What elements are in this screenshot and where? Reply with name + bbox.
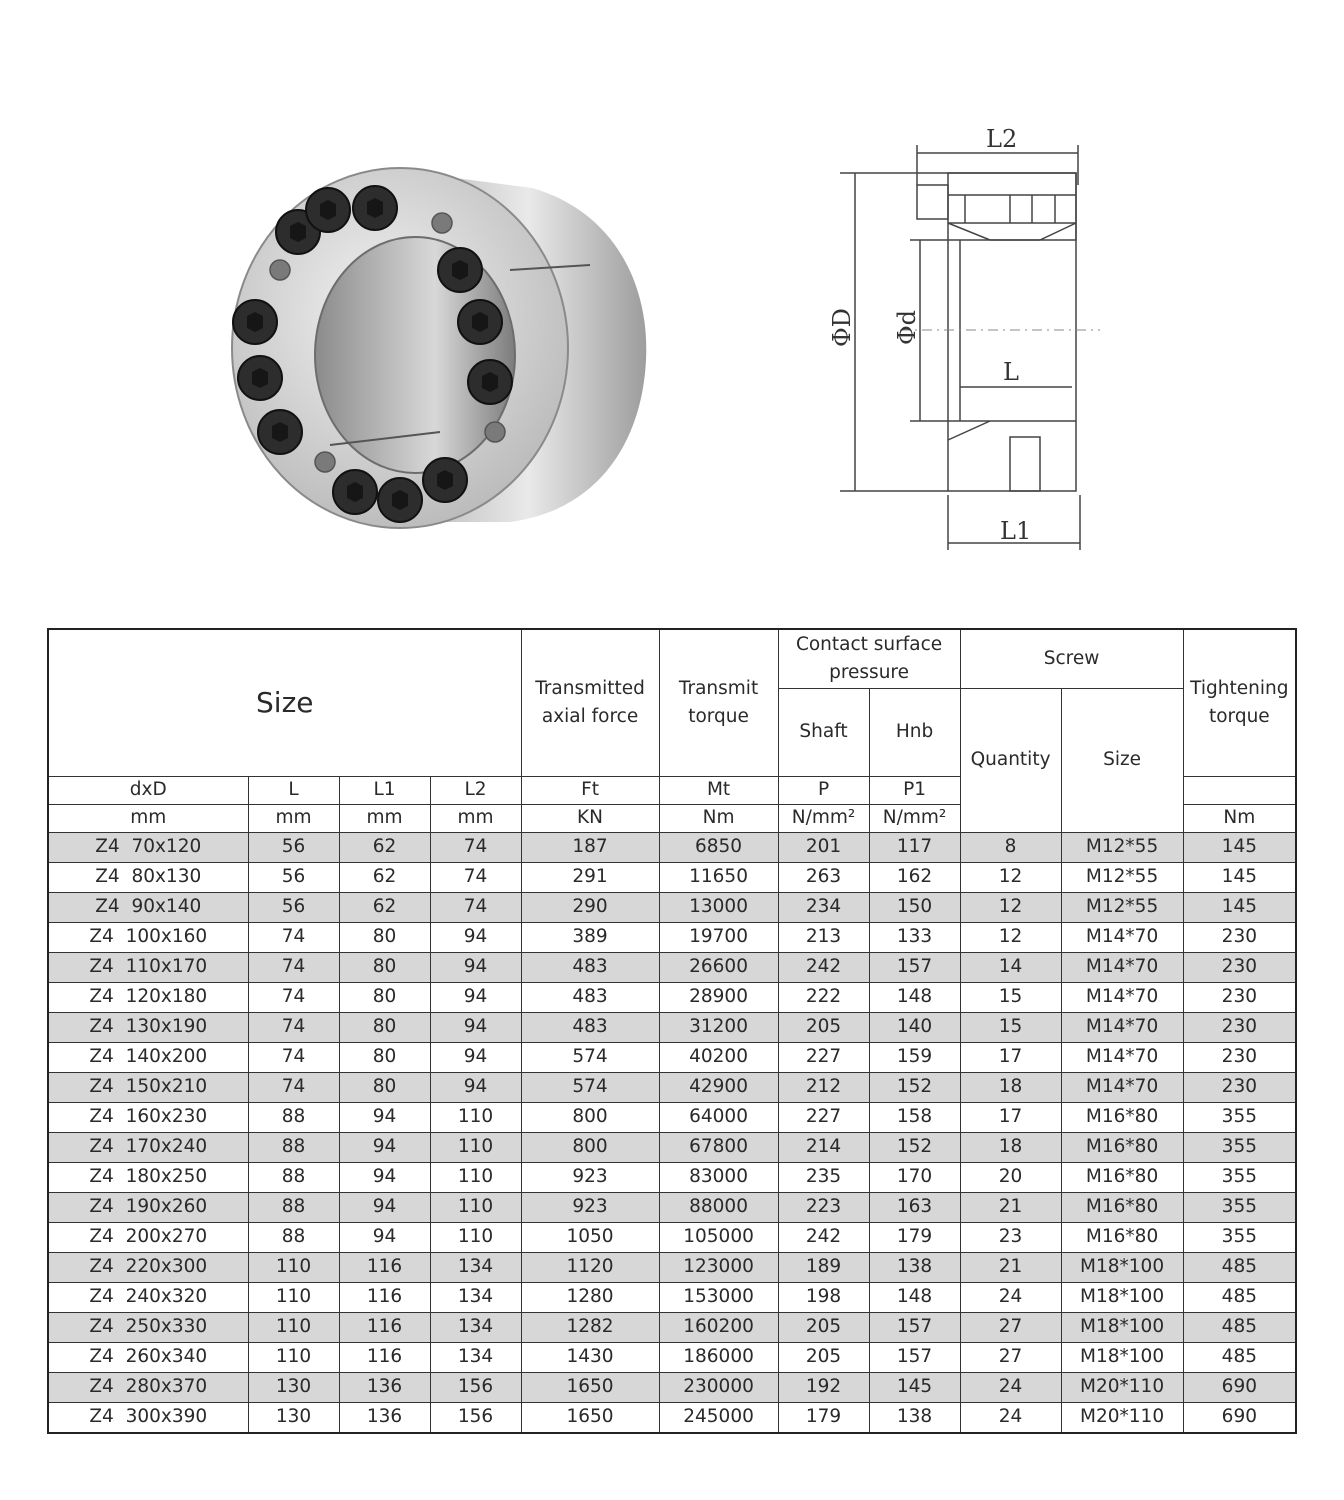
header-screw: Screw <box>960 629 1183 688</box>
cell-l1: 80 <box>339 1072 430 1102</box>
cell-dxd: Z4 280x370 <box>48 1372 248 1402</box>
cell-ft: 483 <box>521 982 659 1012</box>
cell-l2: 156 <box>430 1402 521 1433</box>
cell-l: 88 <box>248 1222 339 1252</box>
cell-screw-size: M12*55 <box>1061 862 1183 892</box>
cell-tightening-torque: 355 <box>1183 1222 1296 1252</box>
cell-screw-size: M18*100 <box>1061 1312 1183 1342</box>
cell-ft: 187 <box>521 832 659 862</box>
cell-ft: 923 <box>521 1162 659 1192</box>
cell-l2: 74 <box>430 892 521 922</box>
label-l2: L2 <box>986 125 1018 153</box>
cell-p: 223 <box>778 1192 869 1222</box>
cell-tightening-torque: 355 <box>1183 1132 1296 1162</box>
cell-ft: 1430 <box>521 1342 659 1372</box>
cell-l1: 94 <box>339 1102 430 1132</box>
cell-l2: 94 <box>430 982 521 1012</box>
cell-mt: 13000 <box>659 892 778 922</box>
label-l: L <box>1003 358 1019 386</box>
header-contact-pressure <box>778 629 960 688</box>
cell-ft: 291 <box>521 862 659 892</box>
label-phi-inner: Φd <box>893 309 921 345</box>
cell-quantity: 15 <box>960 982 1061 1012</box>
label-phi-outer: ΦD <box>828 308 856 347</box>
symbol-tightening-blank <box>1183 776 1296 804</box>
cell-l: 74 <box>248 982 339 1012</box>
cell-dxd: Z4 100x160 <box>48 922 248 952</box>
cell-p1: 140 <box>869 1012 960 1042</box>
spec-table-container <box>47 628 1295 1434</box>
cell-ft: 290 <box>521 892 659 922</box>
cell-quantity: 24 <box>960 1372 1061 1402</box>
cell-screw-size: M20*110 <box>1061 1402 1183 1433</box>
cell-quantity: 17 <box>960 1042 1061 1072</box>
cell-tightening-torque: 485 <box>1183 1252 1296 1282</box>
cell-p1: 138 <box>869 1252 960 1282</box>
table-row <box>48 982 1296 1012</box>
table-row <box>48 1402 1296 1433</box>
cell-l2: 134 <box>430 1342 521 1372</box>
cell-screw-size: M14*70 <box>1061 952 1183 982</box>
cell-tightening-torque: 230 <box>1183 922 1296 952</box>
symbol-l2: L2 <box>430 776 521 804</box>
cell-l2: 134 <box>430 1282 521 1312</box>
cell-p: 212 <box>778 1072 869 1102</box>
cell-tightening-torque: 485 <box>1183 1282 1296 1312</box>
table-row <box>48 1342 1296 1372</box>
cell-tightening-torque: 145 <box>1183 862 1296 892</box>
cell-tightening-torque: 355 <box>1183 1162 1296 1192</box>
cell-mt: 40200 <box>659 1042 778 1072</box>
cell-p: 179 <box>778 1402 869 1433</box>
table-row <box>48 1312 1296 1342</box>
table-row <box>48 1012 1296 1042</box>
cell-dxd: Z4 240x320 <box>48 1282 248 1312</box>
cell-ft: 483 <box>521 952 659 982</box>
cell-screw-size: M14*70 <box>1061 1012 1183 1042</box>
cell-screw-size: M18*100 <box>1061 1342 1183 1372</box>
cell-tightening-torque: 485 <box>1183 1342 1296 1372</box>
cell-p: 227 <box>778 1102 869 1132</box>
cell-l1: 94 <box>339 1162 430 1192</box>
cell-mt: 42900 <box>659 1072 778 1102</box>
cell-p: 189 <box>778 1252 869 1282</box>
unit-tightening: Nm <box>1183 804 1296 832</box>
cell-p1: 150 <box>869 892 960 922</box>
cell-quantity: 27 <box>960 1312 1061 1342</box>
cell-tightening-torque: 485 <box>1183 1312 1296 1342</box>
cell-dxd: Z4 140x200 <box>48 1042 248 1072</box>
cell-l1: 80 <box>339 1012 430 1042</box>
cell-dxd: Z4 200x270 <box>48 1222 248 1252</box>
cell-l: 56 <box>248 832 339 862</box>
table-row <box>48 832 1296 862</box>
cell-quantity: 21 <box>960 1192 1061 1222</box>
cell-ft: 1280 <box>521 1282 659 1312</box>
cell-tightening-torque: 690 <box>1183 1372 1296 1402</box>
cell-p: 227 <box>778 1042 869 1072</box>
cell-tightening-torque: 230 <box>1183 1012 1296 1042</box>
cell-p1: 157 <box>869 952 960 982</box>
cell-l1: 94 <box>339 1132 430 1162</box>
unit-l1: mm <box>339 804 430 832</box>
cell-tightening-torque: 230 <box>1183 952 1296 982</box>
cell-p: 214 <box>778 1132 869 1162</box>
cell-l: 110 <box>248 1252 339 1282</box>
cell-mt: 11650 <box>659 862 778 892</box>
cell-l: 74 <box>248 1012 339 1042</box>
header-axial-force-line1: Transmitted <box>535 677 645 699</box>
header-contact-pressure-line2: pressure <box>829 661 910 683</box>
cell-mt: 19700 <box>659 922 778 952</box>
cell-dxd: Z4 80x130 <box>48 862 248 892</box>
cell-mt: 105000 <box>659 1222 778 1252</box>
cell-quantity: 20 <box>960 1162 1061 1192</box>
unit-mt: Nm <box>659 804 778 832</box>
symbol-p1: P1 <box>869 776 960 804</box>
cell-dxd: Z4 90x140 <box>48 892 248 922</box>
symbol-l1: L1 <box>339 776 430 804</box>
table-row <box>48 952 1296 982</box>
cell-tightening-torque: 230 <box>1183 1042 1296 1072</box>
cell-l: 130 <box>248 1372 339 1402</box>
table-row <box>48 1282 1296 1312</box>
cell-l: 56 <box>248 892 339 922</box>
cell-dxd: Z4 160x230 <box>48 1102 248 1132</box>
cell-p1: 148 <box>869 1282 960 1312</box>
cell-p1: 133 <box>869 922 960 952</box>
cell-dxd: Z4 150x210 <box>48 1072 248 1102</box>
cell-mt: 245000 <box>659 1402 778 1433</box>
cell-screw-size: M18*100 <box>1061 1252 1183 1282</box>
cell-l2: 110 <box>430 1192 521 1222</box>
cell-dxd: Z4 130x190 <box>48 1012 248 1042</box>
cell-mt: 88000 <box>659 1192 778 1222</box>
cell-l1: 116 <box>339 1312 430 1342</box>
header-torque <box>659 629 778 776</box>
cell-dxd: Z4 250x330 <box>48 1312 248 1342</box>
cell-p1: 152 <box>869 1072 960 1102</box>
cell-l1: 116 <box>339 1282 430 1312</box>
cell-tightening-torque: 355 <box>1183 1192 1296 1222</box>
cell-l: 88 <box>248 1102 339 1132</box>
cell-p1: 163 <box>869 1192 960 1222</box>
cell-ft: 800 <box>521 1132 659 1162</box>
cell-l: 110 <box>248 1342 339 1372</box>
table-row <box>48 1132 1296 1162</box>
cell-mt: 230000 <box>659 1372 778 1402</box>
cell-p1: 159 <box>869 1042 960 1072</box>
table-row <box>48 1372 1296 1402</box>
cell-ft: 1650 <box>521 1402 659 1433</box>
cell-dxd: Z4 110x170 <box>48 952 248 982</box>
header-size: Size <box>48 629 521 776</box>
unit-p1: N/mm² <box>869 804 960 832</box>
cell-screw-size: M16*80 <box>1061 1102 1183 1132</box>
cell-ft: 574 <box>521 1042 659 1072</box>
cell-l: 88 <box>248 1192 339 1222</box>
cell-quantity: 27 <box>960 1342 1061 1372</box>
cell-screw-size: M14*70 <box>1061 1042 1183 1072</box>
cell-mt: 160200 <box>659 1312 778 1342</box>
cell-p1: 152 <box>869 1132 960 1162</box>
cell-l2: 110 <box>430 1222 521 1252</box>
cell-dxd: Z4 120x180 <box>48 982 248 1012</box>
cell-ft: 1050 <box>521 1222 659 1252</box>
cell-quantity: 24 <box>960 1402 1061 1433</box>
cell-l2: 110 <box>430 1132 521 1162</box>
table-row <box>48 1042 1296 1072</box>
cell-l2: 74 <box>430 832 521 862</box>
cell-l1: 80 <box>339 952 430 982</box>
cell-p1: 170 <box>869 1162 960 1192</box>
cell-mt: 64000 <box>659 1102 778 1132</box>
header-tightening-torque <box>1183 629 1296 776</box>
cell-l2: 156 <box>430 1372 521 1402</box>
cell-l1: 62 <box>339 862 430 892</box>
cell-l: 130 <box>248 1402 339 1433</box>
cell-l1: 136 <box>339 1402 430 1433</box>
cell-ft: 389 <box>521 922 659 952</box>
cell-dxd: Z4 170x240 <box>48 1132 248 1162</box>
cell-p1: 157 <box>869 1342 960 1372</box>
cell-screw-size: M14*70 <box>1061 922 1183 952</box>
cell-tightening-torque: 230 <box>1183 982 1296 1012</box>
cell-p: 205 <box>778 1312 869 1342</box>
cell-l2: 110 <box>430 1102 521 1132</box>
cell-ft: 574 <box>521 1072 659 1102</box>
cell-l2: 110 <box>430 1162 521 1192</box>
cell-ft: 1282 <box>521 1312 659 1342</box>
cell-screw-size: M14*70 <box>1061 982 1183 1012</box>
cell-tightening-torque: 230 <box>1183 1072 1296 1102</box>
cell-mt: 26600 <box>659 952 778 982</box>
cell-ft: 1650 <box>521 1372 659 1402</box>
cell-l1: 80 <box>339 1042 430 1072</box>
unit-l: mm <box>248 804 339 832</box>
cell-p: 201 <box>778 832 869 862</box>
table-row <box>48 1072 1296 1102</box>
header-shaft: Shaft <box>778 688 869 776</box>
table-row <box>48 862 1296 892</box>
cell-dxd: Z4 190x260 <box>48 1192 248 1222</box>
cell-l1: 94 <box>339 1192 430 1222</box>
cell-quantity: 18 <box>960 1072 1061 1102</box>
cell-l2: 94 <box>430 1042 521 1072</box>
header-tightening-line2: torque <box>1208 705 1270 727</box>
table-row <box>48 1102 1296 1132</box>
cell-mt: 83000 <box>659 1162 778 1192</box>
cell-dxd: Z4 180x250 <box>48 1162 248 1192</box>
cell-l: 74 <box>248 952 339 982</box>
cell-l: 56 <box>248 862 339 892</box>
cell-l1: 136 <box>339 1372 430 1402</box>
cell-ft: 800 <box>521 1102 659 1132</box>
cell-quantity: 17 <box>960 1102 1061 1132</box>
cell-screw-size: M12*55 <box>1061 832 1183 862</box>
header-screw-size: Size <box>1061 688 1183 832</box>
cell-mt: 6850 <box>659 832 778 862</box>
cell-p: 205 <box>778 1012 869 1042</box>
cell-p1: 157 <box>869 1312 960 1342</box>
cell-l1: 80 <box>339 982 430 1012</box>
cell-l: 74 <box>248 922 339 952</box>
cell-p1: 138 <box>869 1402 960 1433</box>
cell-p1: 162 <box>869 862 960 892</box>
cell-tightening-torque: 355 <box>1183 1102 1296 1132</box>
cell-l1: 94 <box>339 1222 430 1252</box>
cell-l2: 74 <box>430 862 521 892</box>
cell-dxd: Z4 260x340 <box>48 1342 248 1372</box>
cell-l: 74 <box>248 1042 339 1072</box>
symbol-mt: Mt <box>659 776 778 804</box>
cell-l: 88 <box>248 1132 339 1162</box>
cell-quantity: 14 <box>960 952 1061 982</box>
label-l1: L1 <box>1000 517 1032 545</box>
cell-mt: 186000 <box>659 1342 778 1372</box>
cell-l: 74 <box>248 1072 339 1102</box>
cell-tightening-torque: 690 <box>1183 1402 1296 1433</box>
header-hnb: Hnb <box>869 688 960 776</box>
cell-quantity: 24 <box>960 1282 1061 1312</box>
header-contact-pressure-line1: Contact surface <box>795 633 943 655</box>
cell-quantity: 23 <box>960 1222 1061 1252</box>
cell-l2: 94 <box>430 1072 521 1102</box>
cell-p: 222 <box>778 982 869 1012</box>
header-axial-force <box>521 629 659 776</box>
cell-l2: 134 <box>430 1312 521 1342</box>
cell-p1: 158 <box>869 1102 960 1132</box>
header-axial-force-line2: axial force <box>541 705 639 727</box>
unit-ft: KN <box>521 804 659 832</box>
cell-l2: 94 <box>430 922 521 952</box>
cell-l1: 80 <box>339 922 430 952</box>
cell-p: 213 <box>778 922 869 952</box>
cell-p: 263 <box>778 862 869 892</box>
cell-l: 110 <box>248 1282 339 1312</box>
cell-mt: 67800 <box>659 1132 778 1162</box>
cell-quantity: 12 <box>960 922 1061 952</box>
cell-mt: 31200 <box>659 1012 778 1042</box>
unit-p: N/mm² <box>778 804 869 832</box>
spec-table <box>47 628 1297 1434</box>
table-row <box>48 1252 1296 1282</box>
cell-screw-size: M16*80 <box>1061 1192 1183 1222</box>
table-row <box>48 922 1296 952</box>
header-quantity: Quantity <box>960 688 1061 832</box>
cell-p: 235 <box>778 1162 869 1192</box>
cell-mt: 123000 <box>659 1252 778 1282</box>
cell-l2: 94 <box>430 952 521 982</box>
cell-screw-size: M16*80 <box>1061 1162 1183 1192</box>
cell-screw-size: M16*80 <box>1061 1222 1183 1252</box>
cell-l: 110 <box>248 1312 339 1342</box>
cell-quantity: 12 <box>960 892 1061 922</box>
cell-l1: 116 <box>339 1342 430 1372</box>
table-row <box>48 892 1296 922</box>
symbol-l: L <box>248 776 339 804</box>
cell-p: 192 <box>778 1372 869 1402</box>
cell-p1: 179 <box>869 1222 960 1252</box>
cell-dxd: Z4 70x120 <box>48 832 248 862</box>
header-tightening-line1: Tightening <box>1190 677 1289 699</box>
cell-dxd: Z4 300x390 <box>48 1402 248 1433</box>
cell-quantity: 18 <box>960 1132 1061 1162</box>
cell-p: 198 <box>778 1282 869 1312</box>
cell-quantity: 21 <box>960 1252 1061 1282</box>
table-row <box>48 1192 1296 1222</box>
cell-l1: 62 <box>339 892 430 922</box>
cell-quantity: 8 <box>960 832 1061 862</box>
cell-mt: 28900 <box>659 982 778 1012</box>
cell-l: 88 <box>248 1162 339 1192</box>
cell-p1: 117 <box>869 832 960 862</box>
symbol-ft: Ft <box>521 776 659 804</box>
cell-p1: 145 <box>869 1372 960 1402</box>
unit-l2: mm <box>430 804 521 832</box>
cell-screw-size: M16*80 <box>1061 1132 1183 1162</box>
cell-screw-size: M14*70 <box>1061 1072 1183 1102</box>
cell-l1: 116 <box>339 1252 430 1282</box>
cell-quantity: 12 <box>960 862 1061 892</box>
product-photo <box>210 150 670 550</box>
table-row <box>48 1162 1296 1192</box>
technical-drawing <box>800 115 1120 565</box>
symbol-p: P <box>778 776 869 804</box>
cell-p: 234 <box>778 892 869 922</box>
header-torque-line1: Transmit <box>678 677 759 699</box>
cell-screw-size: M12*55 <box>1061 892 1183 922</box>
cell-p: 242 <box>778 952 869 982</box>
cell-ft: 923 <box>521 1192 659 1222</box>
table-row <box>48 1222 1296 1252</box>
cell-l1: 62 <box>339 832 430 862</box>
cell-p1: 148 <box>869 982 960 1012</box>
symbol-dxd: dxD <box>48 776 248 804</box>
cell-p: 205 <box>778 1342 869 1372</box>
cell-ft: 483 <box>521 1012 659 1042</box>
header-torque-line2: torque <box>688 705 749 727</box>
cell-dxd: Z4 220x300 <box>48 1252 248 1282</box>
cell-l2: 94 <box>430 1012 521 1042</box>
cell-tightening-torque: 145 <box>1183 832 1296 862</box>
cell-p: 242 <box>778 1222 869 1252</box>
cell-tightening-torque: 145 <box>1183 892 1296 922</box>
cell-ft: 1120 <box>521 1252 659 1282</box>
unit-dxd: mm <box>48 804 248 832</box>
cell-screw-size: M18*100 <box>1061 1282 1183 1312</box>
cell-screw-size: M20*110 <box>1061 1372 1183 1402</box>
cell-quantity: 15 <box>960 1012 1061 1042</box>
cell-mt: 153000 <box>659 1282 778 1312</box>
cell-l2: 134 <box>430 1252 521 1282</box>
